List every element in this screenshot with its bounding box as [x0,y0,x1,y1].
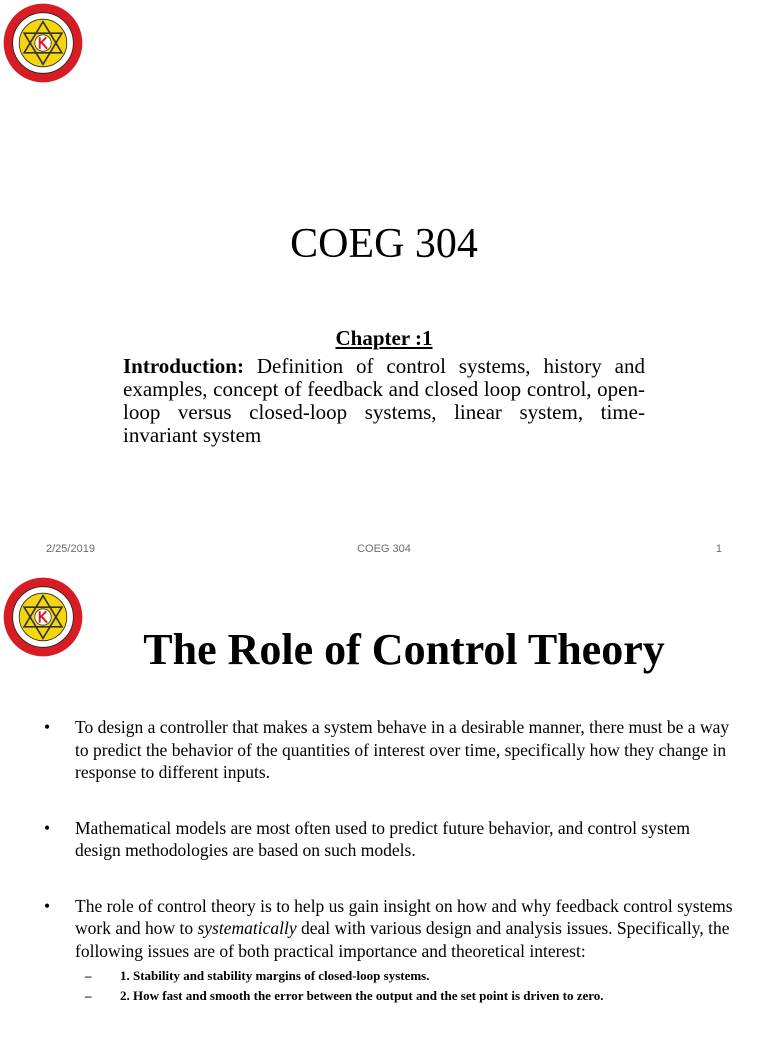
sub-item-text: 1. Stability and stability margins of closed-loop systems. [120,968,430,983]
list-item [44,895,734,1007]
bullet-text-part: deal with various design and analysis issues. Specifically, the following issues are of both practical importance and theoretical interest: [75,918,730,961]
intro-text: Definition of control systems, history and examples, concept of feedback and closed loop control, open-loop versus closed-loop systems, linear system, time-invariant system [123,354,645,447]
bullet-list [44,716,734,1039]
emphasis-text: systematically [197,918,297,938]
list-item [44,716,734,784]
footer-page-number: 1 [715,543,722,555]
bullet-text: Mathematical models are most often used to predict future behavior, and control system design methodologies are based on such models. [75,817,691,860]
bullet-icon: • [44,717,51,737]
footer-date: 2/25/2019 [46,543,95,555]
sub-list [75,966,734,1006]
bullet-text-part: The role of control theory is to help us gain insight on how and why feedback control systems work and how to [75,895,733,938]
footer-course: COEG 304 [357,543,411,555]
bullet-icon: • [44,817,51,838]
intro-label: Introduction: [123,354,244,378]
course-title: COEG 304 [290,221,478,267]
university-seal-logo [2,2,84,84]
bullet-text [75,896,733,961]
list-item [44,817,734,862]
dash-icon: – [85,988,92,1003]
slide-2 [0,566,768,1024]
intro-paragraph [123,355,645,447]
slide-title: The Role of Control Theory [143,625,665,674]
dash-icon: – [85,968,92,983]
bullet-icon: • [44,895,51,916]
sub-list-item [75,986,734,1006]
sub-list-item [75,966,734,986]
sub-item-text: 2. How fast and smooth the error between the output and the set point is driven to zero. [120,988,604,1003]
bullet-text: To design a controller that makes a system behave in a desirable manner, there must be a way to predict the behavior of the quantities of interest over time, specifically how they change in response to different inputs. [75,717,730,782]
chapter-heading: Chapter :1 [335,326,433,350]
